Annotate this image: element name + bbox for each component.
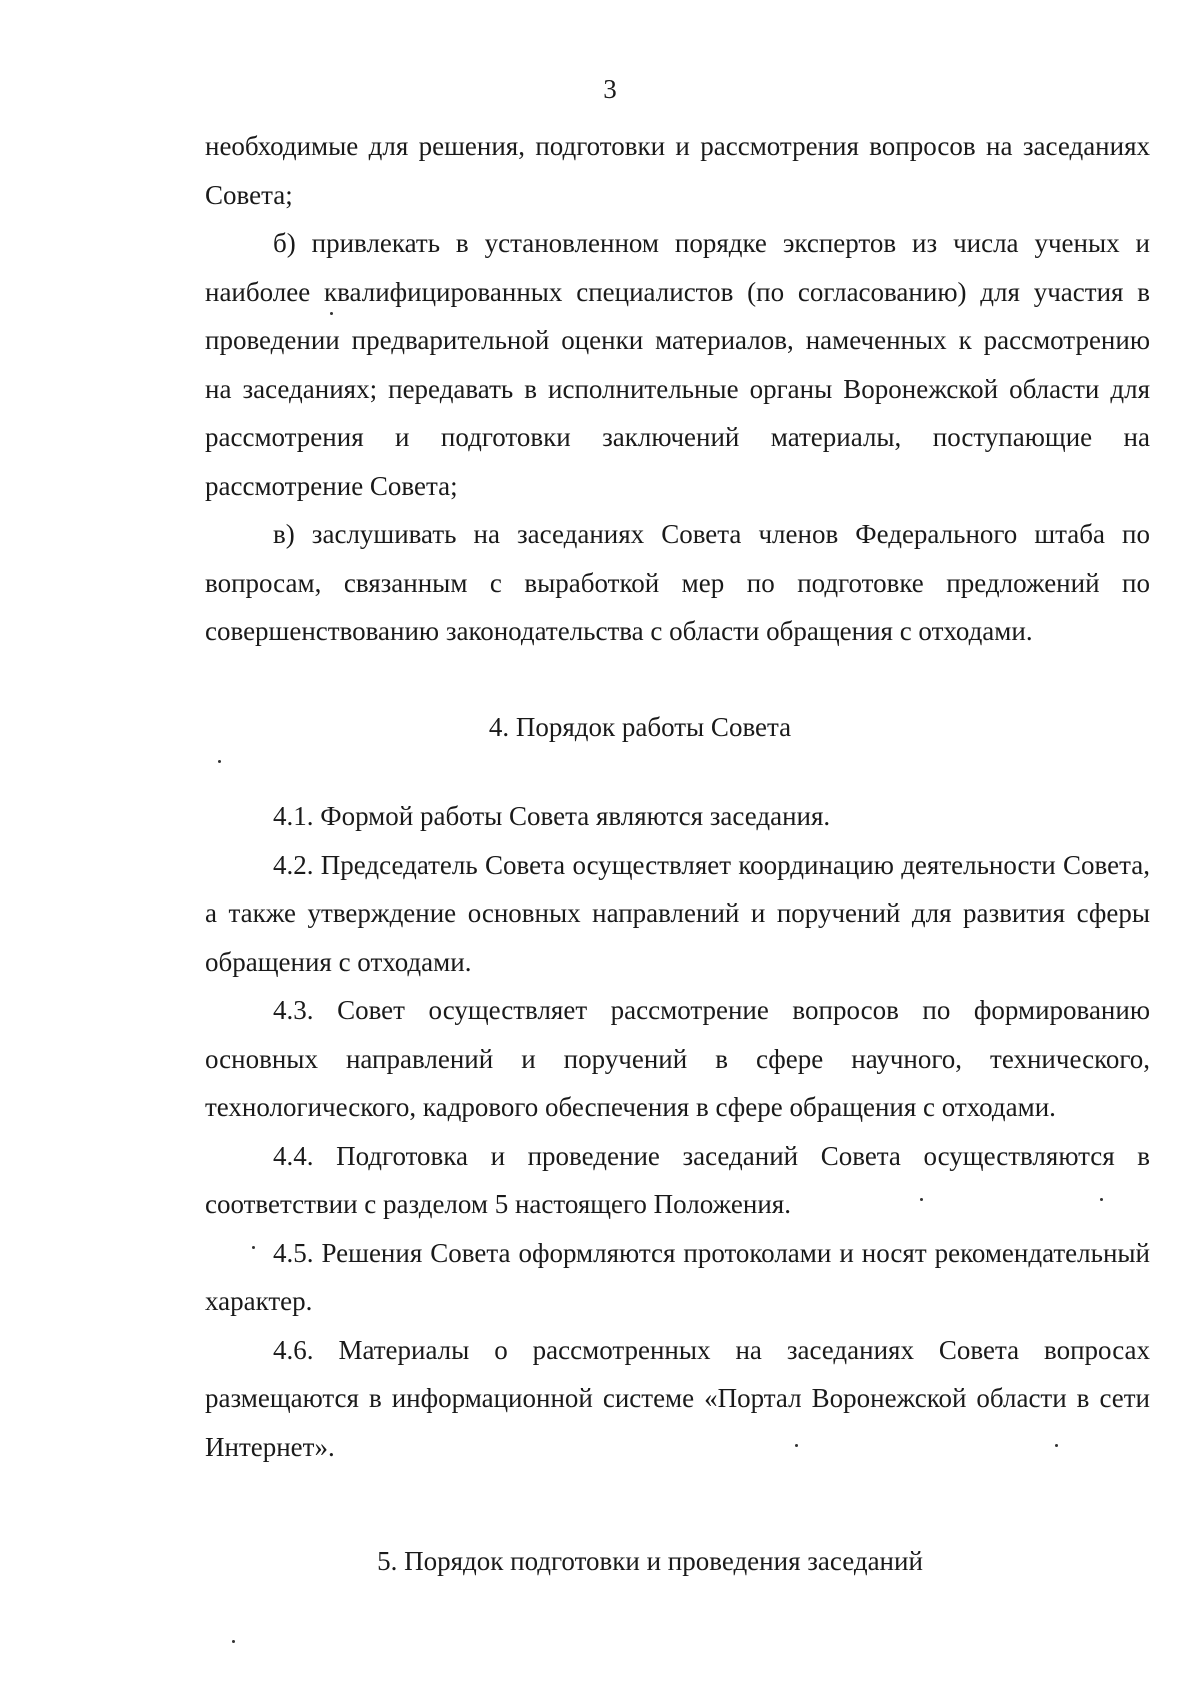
paragraph-4-6: 4.6. Материалы о рассмотренных на заседаниях Совета вопросах размещаются в информационной системе «Портал Воронежской области в сети Интернет». [205,1334,1150,1462]
section-heading-4: 4. Порядок работы Совета [488,712,792,742]
page-number: 3 [603,74,617,104]
scan-speck [1055,1444,1058,1447]
scan-speck [1100,1198,1103,1201]
text-block-top [205,122,1150,656]
scan-speck [232,1640,235,1643]
paragraph-4-5: 4.5. Решения Совета оформляются протоколами и носят рекомендательный характер. [205,1237,1150,1316]
scan-speck [330,312,333,315]
paragraph-continuation: необходимые для решения, подготовки и рассмотрения вопросов на заседаниях Совета; [205,131,1150,210]
scan-speck [252,1246,255,1249]
text-block-section4 [205,792,1150,1471]
scan-speck [795,1444,798,1447]
paragraph-4-4: 4.4. Подготовка и проведение заседаний Совета осуществляются в соответствии с разделом 5 настоящего Положения. [205,1140,1150,1219]
paragraph-4-2: 4.2. Председатель Совета осуществляет координацию деятельности Совета, а также утверждение основных направлений и поручений для развития сферы обращения с отходами. [205,849,1150,977]
section-heading-5: 5. Порядок подготовки и проведения заседаний [377,1546,923,1576]
paragraph-4-1: 4.1. Формой работы Совета являются заседания. [273,801,831,831]
scan-speck [218,760,221,763]
paragraph-b: б) привлекать в установленном порядке экспертов из числа ученых и наиболее квалифицированных специалистов (по согласованию) для участия в проведении предварительной оценки материалов, намеченных к рассмотрению на заседаниях; передавать в исполнительные органы Воронежской области для рассмотрения и подготовки заключений материалы, поступающие на рассмотрение Совета; [205,228,1150,501]
paragraph-4-3: 4.3. Совет осуществляет рассмотрение вопросов по формированию основных направлений и поручений в сфере научного, технического, технологического, кадрового обеспечения в сфере обращения с отходами. [205,995,1150,1122]
paragraph-v: в) заслушивать на заседаниях Совета членов Федерального штаба по вопросам, связанным с выработкой мер по подготовке предложений по совершенствованию законодательства с области обращения с отходами. [205,519,1150,646]
scan-speck [920,1198,923,1201]
